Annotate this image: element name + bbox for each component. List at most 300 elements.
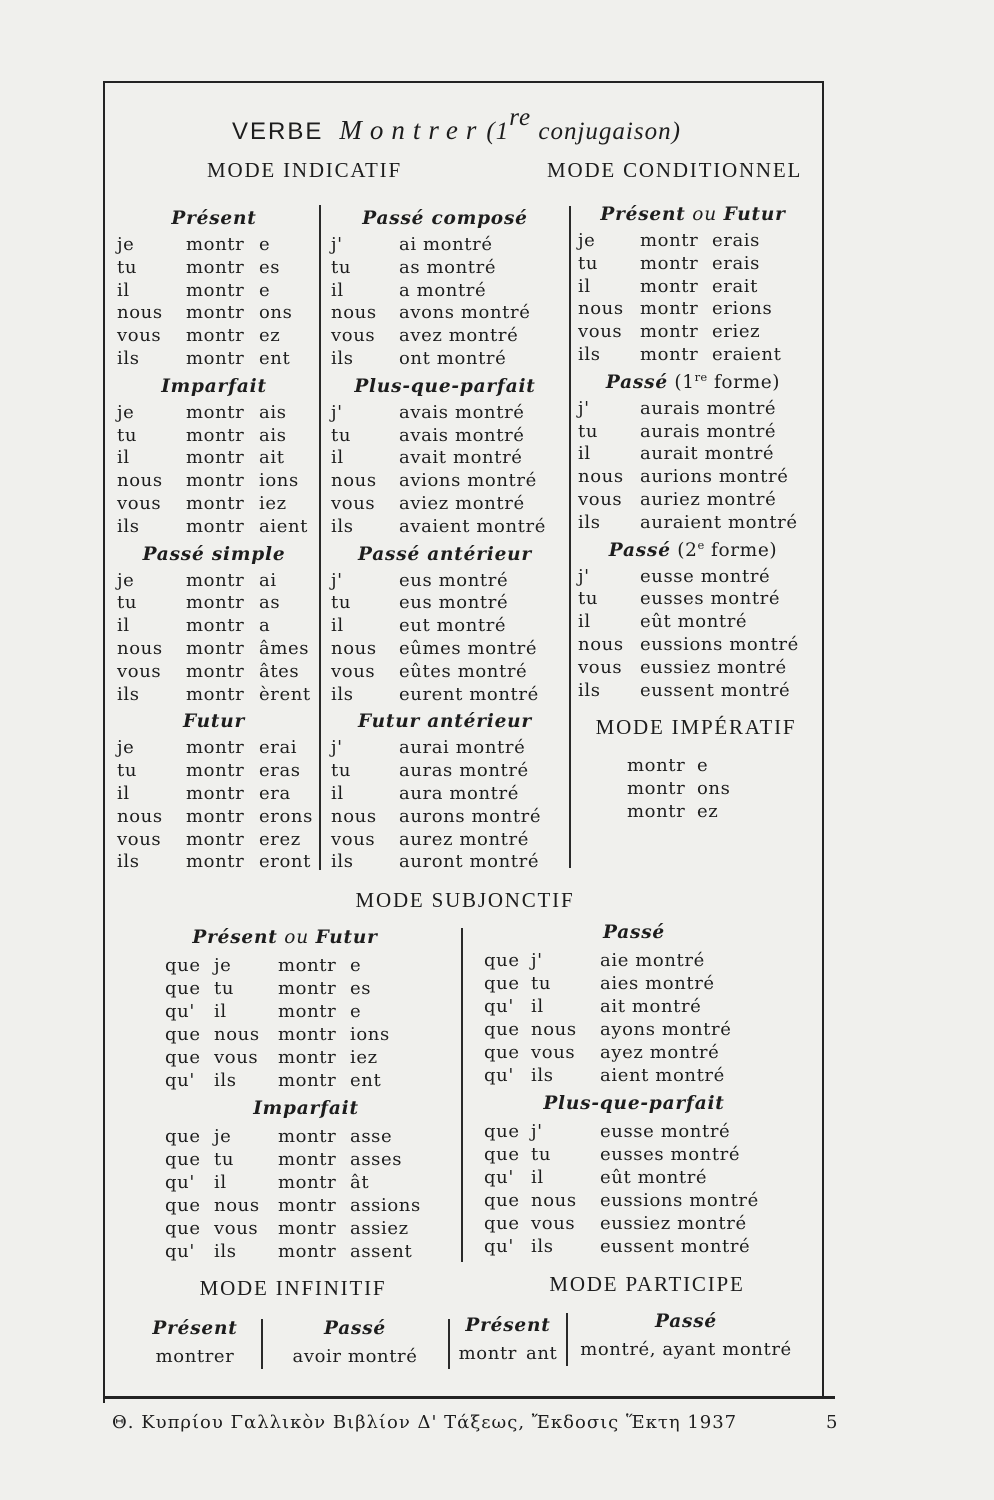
pronoun: ils xyxy=(214,1241,237,1262)
tense-block xyxy=(627,755,807,823)
verb-stem: montr xyxy=(186,615,245,637)
tense-label-part: Passé composé xyxy=(362,208,528,229)
pronoun: je xyxy=(117,569,135,591)
pronoun: je xyxy=(214,1126,232,1147)
verb-form: aies montré xyxy=(600,973,715,994)
conjugation-row xyxy=(110,829,318,852)
tense-heading xyxy=(110,706,318,737)
conjugation-row xyxy=(322,851,568,874)
conjugation-row xyxy=(627,755,807,778)
pronoun: il xyxy=(578,611,591,633)
infinitif-present-cell xyxy=(130,1315,260,1371)
conjugation-row xyxy=(571,611,815,634)
verb-ending: es xyxy=(259,256,281,278)
pronoun: vous xyxy=(531,1042,576,1063)
verb-stem: montr xyxy=(186,637,245,659)
tense-label-part: ou xyxy=(277,927,316,948)
conjugation-row xyxy=(322,570,568,593)
verb-form: ai montré xyxy=(399,234,493,255)
verb-stem: montr xyxy=(627,800,686,822)
tense-label-part: Futur xyxy=(182,711,245,733)
conjugation-row xyxy=(571,566,815,589)
verb-stem: montr xyxy=(640,321,699,343)
que-particle: que xyxy=(165,955,201,976)
pronoun: nous xyxy=(117,302,163,324)
verb-ending: èrent xyxy=(259,683,311,705)
tense-heading xyxy=(464,1087,804,1120)
pronoun: tu xyxy=(117,592,138,614)
pronoun: je xyxy=(117,234,135,255)
pronoun: vous xyxy=(117,325,162,347)
verb-ending: ent xyxy=(259,347,291,369)
tense-heading xyxy=(110,371,318,402)
conjugation-row xyxy=(322,783,568,806)
conjugation-row xyxy=(322,760,568,783)
verb-ending: ons xyxy=(259,302,293,324)
tense-block xyxy=(571,535,815,703)
verb-ending: asse xyxy=(350,1126,393,1147)
pronoun: tu xyxy=(578,420,599,442)
pronoun: nous xyxy=(578,466,624,488)
verb-ending: es xyxy=(350,978,372,999)
pronoun: je xyxy=(117,401,135,423)
pronoun: vous xyxy=(331,828,376,850)
tense-block xyxy=(150,1092,450,1263)
pronoun: tu xyxy=(331,424,352,446)
pronoun: vous xyxy=(214,1047,259,1068)
conjugation-row xyxy=(464,1018,804,1041)
tense-heading xyxy=(571,535,815,566)
superscript: re xyxy=(694,370,708,385)
mode-imperatif-heading: MODE IMPÉRATIF xyxy=(595,715,797,739)
verb-stem: montr xyxy=(278,1195,337,1216)
tense-label-part: Futur xyxy=(723,204,786,225)
verb-stem: montr xyxy=(186,683,245,705)
pronoun: tu xyxy=(117,760,138,782)
que-particle: qu' xyxy=(484,1065,514,1086)
pronoun: tu xyxy=(331,256,352,278)
pronoun: nous xyxy=(214,1195,260,1216)
pronoun: il xyxy=(117,279,130,301)
verb-form: eussent montré xyxy=(600,1236,751,1257)
verb-form: aurais montré xyxy=(640,420,777,442)
conjugation-row xyxy=(571,298,815,321)
conjugation-row xyxy=(322,615,568,638)
tense-label-part: Imparfait xyxy=(161,375,267,397)
verb-form: eût montré xyxy=(600,1167,708,1188)
conjugation-row xyxy=(571,489,815,512)
pronoun: vous xyxy=(331,325,376,347)
tense-block xyxy=(110,371,318,539)
tense-block xyxy=(571,199,815,367)
tense-heading xyxy=(464,916,804,949)
conjugation-row xyxy=(322,234,568,257)
tense-heading xyxy=(322,203,568,234)
pronoun: ils xyxy=(578,679,601,701)
conjugation-row xyxy=(571,344,815,367)
pronoun: il xyxy=(117,615,130,637)
conjugation-row xyxy=(110,615,318,638)
verb-form: eussent montré xyxy=(640,679,791,701)
tense-block xyxy=(322,539,568,707)
que-particle: que xyxy=(484,950,520,971)
title-note-close: conjugaison) xyxy=(531,118,681,145)
verb-form: eurent montré xyxy=(399,683,539,705)
pronoun: ils xyxy=(214,1070,237,1091)
verb-stem: montr xyxy=(186,470,245,492)
verb-stem: montr xyxy=(186,515,245,537)
verb-ending: eriez xyxy=(712,321,761,343)
tense-label-part: ou xyxy=(685,204,724,225)
tense-heading: Passé xyxy=(323,1318,386,1339)
pronoun: nous xyxy=(214,1024,260,1045)
page-number: 5 xyxy=(826,1412,838,1433)
que-particle: que xyxy=(165,1149,201,1170)
tense-label-part: Futur xyxy=(315,927,378,948)
verb-form: aurions montré xyxy=(640,466,789,488)
conjugation-row xyxy=(322,737,568,760)
pronoun: ils xyxy=(331,515,354,537)
conjugation-row xyxy=(571,421,815,444)
pronoun: il xyxy=(531,996,544,1017)
verb-stem: montr xyxy=(186,851,245,873)
tense-block xyxy=(150,921,450,1092)
verb-ending: e xyxy=(259,279,271,301)
verb-form: eussiez montré xyxy=(640,656,787,678)
verb-form: ont montré xyxy=(399,347,507,369)
conjugation-row xyxy=(322,661,568,684)
pronoun: vous xyxy=(117,660,162,682)
conjugation-row xyxy=(110,684,318,707)
conjugation-row xyxy=(110,302,318,325)
conjugation-row xyxy=(110,661,318,684)
conjugation-row xyxy=(464,1120,804,1143)
verb-stem: montr xyxy=(186,279,245,301)
conjugation-row xyxy=(150,977,450,1000)
verb-ending: e xyxy=(697,755,709,776)
tense-block xyxy=(464,1087,804,1258)
tense-label-part: forme) xyxy=(704,539,778,561)
participe-passe-cell xyxy=(568,1308,804,1364)
title-word-verbe: VERBE xyxy=(232,118,324,145)
verb-stem: montr xyxy=(640,275,699,297)
verb-stem: montr xyxy=(186,805,245,827)
pronoun: j' xyxy=(531,950,543,971)
conjugation-row xyxy=(322,402,568,425)
verb-form: ayez montré xyxy=(600,1042,720,1063)
tense-label-part: Futur antérieur xyxy=(358,711,532,733)
verb-stem: montr xyxy=(278,1001,337,1022)
verb-ending: ai xyxy=(259,569,277,591)
verb-stem: montr xyxy=(627,755,686,776)
verb-ending: ât xyxy=(350,1172,370,1193)
tense-heading: Présent xyxy=(465,1315,551,1336)
verb-ending: âtes xyxy=(259,660,300,682)
pronoun: tu xyxy=(531,1144,552,1165)
pronoun: tu xyxy=(578,252,599,274)
que-particle: qu' xyxy=(165,1172,195,1193)
pronoun: je xyxy=(578,230,596,251)
pronoun: ils xyxy=(331,683,354,705)
pronoun: tu xyxy=(117,424,138,446)
frame-bottom-border xyxy=(103,1396,835,1399)
participe-present-cell xyxy=(450,1312,566,1368)
pronoun: j' xyxy=(331,234,343,255)
pronoun: ils xyxy=(578,511,601,533)
subjonctif-simple-tenses xyxy=(150,921,450,1263)
conjugation-row xyxy=(110,348,318,371)
pronoun: ils xyxy=(117,683,140,705)
verb-stem: montr xyxy=(186,660,245,682)
conjugation-row xyxy=(322,592,568,615)
conjugation-row xyxy=(322,425,568,448)
que-particle: que xyxy=(484,1042,520,1063)
pronoun: je xyxy=(214,955,232,976)
conjugation-row xyxy=(571,398,815,421)
conjugation-row xyxy=(110,760,318,783)
conjugation-row xyxy=(571,443,815,466)
tense-block xyxy=(464,916,804,1087)
infinitif-passe-cell xyxy=(263,1315,447,1371)
conjugation-row xyxy=(571,657,815,680)
verb-form: avoir montré xyxy=(292,1346,418,1367)
pronoun: il xyxy=(578,275,591,297)
verb-form: avaient montré xyxy=(399,515,546,537)
pronoun: j' xyxy=(331,737,343,759)
que-particle: qu' xyxy=(484,1236,514,1257)
verb-form: auras montré xyxy=(399,760,529,782)
verb-ending: ez xyxy=(697,800,719,822)
verb-form: aient montré xyxy=(600,1065,725,1086)
mode-indicatif-heading: MODE INDICATIF xyxy=(207,158,402,182)
indicatif-simple-tenses xyxy=(110,203,318,874)
verb-form: aie montré xyxy=(600,950,705,971)
pronoun: nous xyxy=(578,298,624,320)
conjugation-row xyxy=(571,321,815,344)
verb-form: aurez montré xyxy=(399,828,529,850)
tense-heading xyxy=(150,921,450,954)
pronoun: ils xyxy=(578,343,601,365)
pronoun: nous xyxy=(531,1190,577,1211)
conjugation-row xyxy=(110,493,318,516)
verb-form: aurait montré xyxy=(640,443,775,465)
pronoun: j' xyxy=(331,569,343,591)
que-particle: que xyxy=(165,1218,201,1239)
verb-ending: asses xyxy=(350,1149,403,1170)
pronoun: il xyxy=(214,1001,227,1022)
conjugation-row xyxy=(464,1041,804,1064)
imperatif-forms xyxy=(627,755,807,823)
verb-ending: e xyxy=(350,955,362,976)
conjugation-row xyxy=(150,1217,450,1240)
conjugation-row xyxy=(571,512,815,535)
conjugation-row xyxy=(322,325,568,348)
tense-label-part: Présent xyxy=(600,204,686,225)
frame-left-border xyxy=(103,81,105,1403)
conjugation-row xyxy=(110,783,318,806)
verb-ending: erai xyxy=(259,737,298,759)
title-verb: Montrer xyxy=(339,115,485,145)
verb-form: avait montré xyxy=(399,447,523,469)
verb-stem: montr xyxy=(186,569,245,591)
pronoun: vous xyxy=(578,656,623,678)
tense-label-part: Passé xyxy=(608,539,671,561)
verb-ending: assiez xyxy=(350,1218,409,1239)
verb-stem: montr xyxy=(640,298,699,320)
tense-heading: Passé xyxy=(654,1311,717,1332)
conjugation-row xyxy=(571,466,815,489)
verb-stem: montr xyxy=(627,777,686,799)
verb-form: eut montré xyxy=(399,615,507,637)
pronoun: nous xyxy=(117,637,163,659)
conjugation-row xyxy=(322,302,568,325)
verb-ending: eront xyxy=(259,851,311,873)
verb-ending: iez xyxy=(350,1047,378,1068)
tense-block xyxy=(322,203,568,371)
tense-heading xyxy=(322,371,568,402)
que-particle: qu' xyxy=(165,1070,195,1091)
verb-stem: montr xyxy=(186,447,245,469)
que-particle: que xyxy=(165,1126,201,1147)
pronoun: ils xyxy=(331,851,354,873)
verb-form: avais montré xyxy=(399,401,525,423)
conjugation-row xyxy=(322,493,568,516)
que-particle: que xyxy=(165,1195,201,1216)
conjugation-row xyxy=(150,1046,450,1069)
conjugation-row xyxy=(150,1000,450,1023)
verb-ending: erons xyxy=(259,805,313,827)
que-particle: que xyxy=(484,1121,520,1142)
tense-block xyxy=(322,371,568,539)
verb-form: aurons montré xyxy=(399,805,542,827)
pronoun: nous xyxy=(331,637,377,659)
pronoun: tu xyxy=(331,592,352,614)
verb-form: eût montré xyxy=(640,611,748,633)
conjugation-row xyxy=(150,1194,450,1217)
conjugation-row xyxy=(322,280,568,303)
verb-ending: era xyxy=(259,782,291,804)
verb-ending: e xyxy=(259,234,271,255)
verb-ending: assions xyxy=(350,1195,421,1216)
conjugation-row xyxy=(322,684,568,707)
pronoun: nous xyxy=(331,470,377,492)
pronoun: j' xyxy=(578,565,590,587)
conjugation-row xyxy=(464,972,804,995)
mode-infinitif-heading: MODE INFINITIF xyxy=(199,1276,387,1300)
conjugation-row xyxy=(571,588,815,611)
verb-ending: assent xyxy=(350,1241,413,1262)
verb-ending: âmes xyxy=(259,637,310,659)
pronoun: ils xyxy=(531,1065,554,1086)
conjugation-row xyxy=(110,257,318,280)
pronoun: je xyxy=(117,737,135,759)
verb-form: eûtes montré xyxy=(399,660,528,682)
pronoun: il xyxy=(578,443,591,465)
conjugation-row xyxy=(571,634,815,657)
tense-heading: Présent xyxy=(152,1318,238,1339)
pronoun: ils xyxy=(531,1236,554,1257)
verb-stem: montr xyxy=(186,828,245,850)
conjugation-row xyxy=(150,1023,450,1046)
conjugation-row xyxy=(571,680,815,703)
verb-ending: erions xyxy=(712,298,773,320)
pronoun: il xyxy=(214,1172,227,1193)
pronoun: il xyxy=(117,782,130,804)
conjugation-row xyxy=(150,1240,450,1263)
verb-form: auront montré xyxy=(399,851,540,873)
verb-ending: ais xyxy=(259,424,287,446)
verb-stem: montr xyxy=(278,1126,337,1147)
verb-form: ait montré xyxy=(600,996,702,1017)
tense-heading xyxy=(322,706,568,737)
verb-ending: ez xyxy=(259,325,281,347)
que-particle: que xyxy=(165,978,201,999)
conjugation-row xyxy=(464,1212,804,1235)
tense-block xyxy=(571,367,815,535)
tense-label-part: Présent xyxy=(171,208,257,229)
verb-stem: montr xyxy=(186,347,245,369)
pronoun: tu xyxy=(117,256,138,278)
verb-ending: erais xyxy=(712,252,760,274)
conjugation-row xyxy=(150,1125,450,1148)
conjugation-row xyxy=(464,949,804,972)
conditionnel-tenses xyxy=(571,199,815,702)
conjugation-row xyxy=(322,806,568,829)
verb-stem: montr xyxy=(278,1047,337,1068)
column-divider xyxy=(319,205,321,870)
pronoun: vous xyxy=(214,1218,259,1239)
pronoun: tu xyxy=(214,978,235,999)
pronoun: il xyxy=(331,615,344,637)
verb-form: as montré xyxy=(399,256,497,278)
conjugation-row xyxy=(627,778,807,801)
conjugation-row xyxy=(322,447,568,470)
verb-ending: aient xyxy=(259,515,308,537)
tense-heading xyxy=(150,1092,450,1125)
tense-label-part: Passé xyxy=(602,922,665,943)
conjugation-row xyxy=(110,280,318,303)
pronoun: il xyxy=(331,447,344,469)
conjugation-row xyxy=(110,806,318,829)
mode-conditionnel-heading: MODE CONDITIONNEL xyxy=(547,158,803,182)
verb-stem: montr xyxy=(278,1070,337,1091)
footer-publication-line: Θ. Κυπρίου Γαλλικὸν Βιβλίον Δ' Τάξεως, Ἔκδοσις Ἕκτη 1937 xyxy=(112,1412,738,1433)
verb-form: aurai montré xyxy=(399,737,526,759)
pronoun: vous xyxy=(578,488,623,510)
verb-stem: montr xyxy=(278,1241,337,1262)
verb-form: avions montré xyxy=(399,470,537,492)
verb-ending: a xyxy=(259,615,271,637)
conjugation-row xyxy=(322,348,568,371)
tense-label-part: Plus-que-parfait xyxy=(354,375,536,397)
column-divider xyxy=(461,928,463,1262)
mode-participe-heading: MODE PARTICIPE xyxy=(549,1272,745,1296)
conjugation-row xyxy=(110,425,318,448)
pronoun: vous xyxy=(331,660,376,682)
conjugation-row xyxy=(150,954,450,977)
conjugation-row xyxy=(571,230,815,253)
tense-label-part: Imparfait xyxy=(253,1098,359,1119)
conjugation-row xyxy=(110,447,318,470)
que-particle: que xyxy=(484,1144,520,1165)
verb-stem: montr xyxy=(278,978,337,999)
pronoun: vous xyxy=(331,492,376,514)
verb-ending: e xyxy=(350,1001,362,1022)
conjugation-row xyxy=(464,1189,804,1212)
conjugation-row xyxy=(571,253,815,276)
verb-stem: montr xyxy=(186,424,245,446)
que-particle: qu' xyxy=(484,1167,514,1188)
